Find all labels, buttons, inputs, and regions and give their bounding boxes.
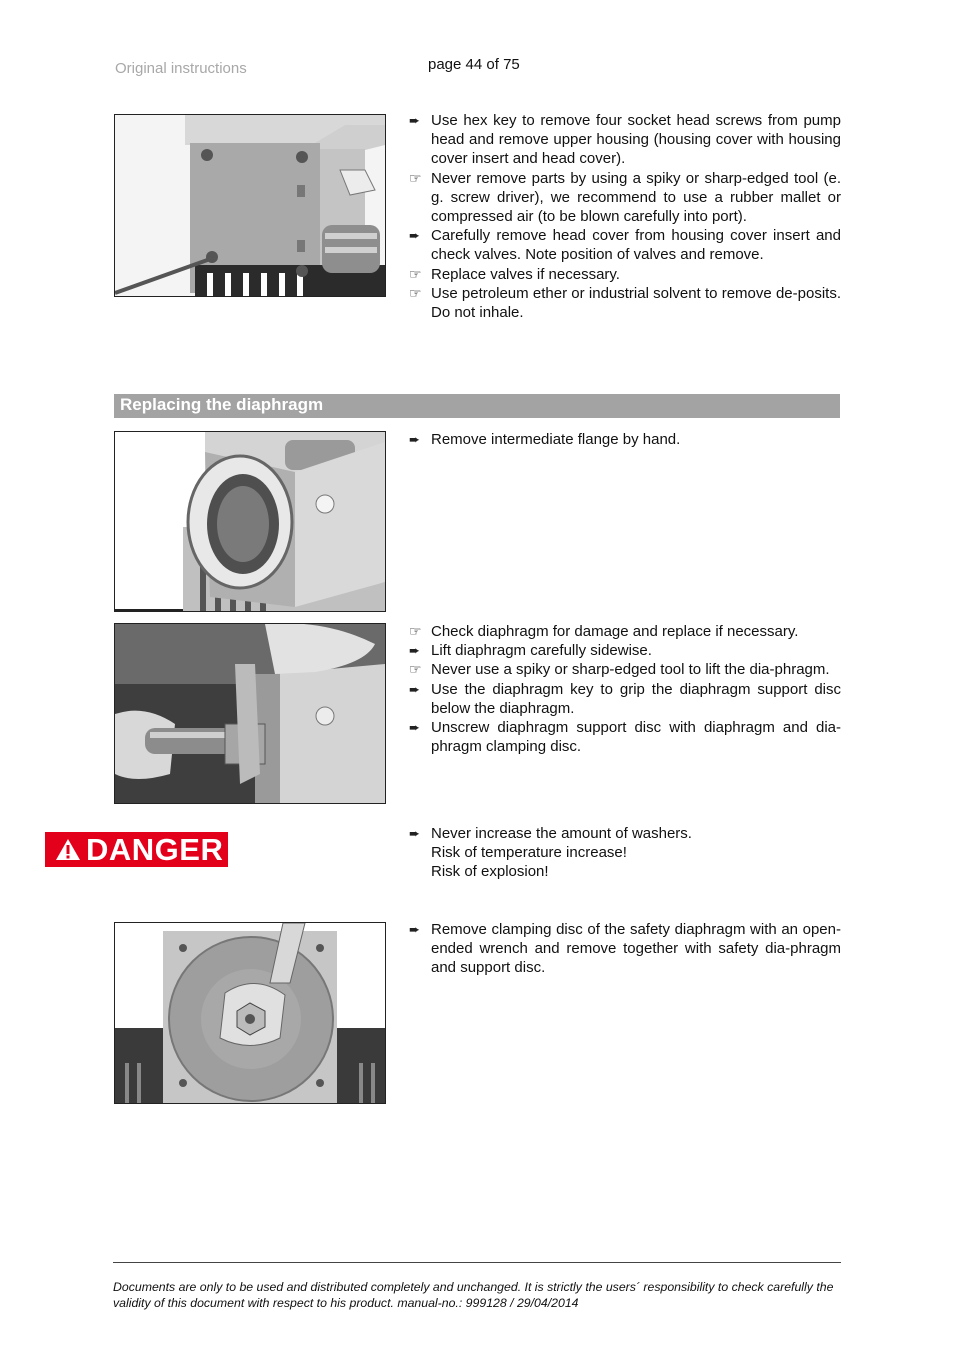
photo-intermediate-flange [114,431,386,612]
photo-clamping-disc-wrench [114,922,386,1104]
instructions-danger-washers [409,824,841,882]
instruction-text: Risk of temperature increase! [431,844,627,862]
list-item [409,920,841,978]
instruction-text: Replace valves if necessary. [431,265,620,283]
instruction-text: Use the diaphragm key to grip the diaphragm support disc below the diaphragm. [431,680,841,717]
arrow-icon: ➨ [409,228,420,244]
list-item [409,660,841,679]
list-item [409,169,841,227]
instruction-text: Risk of explosion! [431,863,549,881]
instruction-text: Use petroleum ether or industrial solvent to remove de-posits. Do not inhale. [431,284,841,322]
danger-text: DANGER [86,832,224,867]
arrow-icon: ➨ [409,826,420,841]
instruction-text: Never increase the amount of washers. [431,825,692,842]
pointing-hand-icon: ☞ [409,265,422,282]
document-status-label: Original instructions [115,60,247,77]
arrow-icon: ➨ [409,113,420,128]
instructions-lift-diaphragm [409,622,841,756]
list-item [409,430,841,449]
instruction-text: Check diaphragm for damage and replace if necessary. [431,623,799,640]
instructions-remove-upper-housing [409,111,841,322]
list-item [409,265,841,284]
pointing-hand-icon: ☞ [409,284,422,301]
danger-label [45,832,228,867]
instructions-remove-flange [409,430,841,449]
photo-pump-head-hex-key [114,114,386,297]
list-item [409,622,841,641]
list-item [409,111,841,169]
photo-diaphragm-key [114,623,386,804]
instructions-remove-clamping-disc [409,920,841,978]
arrow-icon: ➨ [409,643,420,659]
footer-disclaimer: Documents are only to be used and distributed completely and unchanged. It is strictly the users´ responsibility to check carefully the validity of this document with respect to his product. manual-no.: 999128 / 29/04/2014 [113,1280,834,1310]
arrow-icon: ➨ [409,681,420,697]
instruction-text: Use hex key to remove four socket head screws from pump head and remove upper housing (housing cover with housing cover insert and head cover). [431,112,841,168]
footer-divider [113,1262,841,1263]
instruction-text: Unscrew diaphragm support disc with diaphragm and dia-phragm clamping disc. [431,719,841,756]
instruction-text: Remove intermediate flange by hand. [431,431,681,448]
arrow-icon: ➨ [409,922,420,937]
arrow-icon: ➨ [409,720,420,736]
pointing-hand-icon: ☞ [409,169,422,186]
list-item [409,718,841,756]
list-item [409,284,841,322]
instruction-text: Never use a spiky or sharp-edged tool to lift the dia-phragm. [431,661,830,679]
instruction-text: Carefully remove head cover from housing cover insert and check valves. Note position of valves and remove. [431,227,841,264]
list-item [409,641,841,660]
arrow-icon: ➨ [409,432,420,447]
warning-triangle-icon [55,838,81,861]
section-title: Replacing the diaphragm [120,395,324,414]
list-item [409,824,841,882]
instruction-text: Never remove parts by using a spiky or sharp-edged tool (e. g. screw driver), we recommend to use a rubber mallet or compressed air (to be blown carefully into port). [431,169,841,226]
pointing-hand-icon: ☞ [409,623,422,639]
instruction-text: Lift diaphragm carefully sidewise. [431,642,652,660]
instruction-text: Remove clamping disc of the safety diaphragm with an open-ended wrench and remove together with safety dia-phragm and support disc. [431,921,841,977]
list-item [409,226,841,264]
pointing-hand-icon: ☞ [409,661,422,678]
list-item [409,680,841,718]
page-number: page 44 of 75 [428,56,520,73]
